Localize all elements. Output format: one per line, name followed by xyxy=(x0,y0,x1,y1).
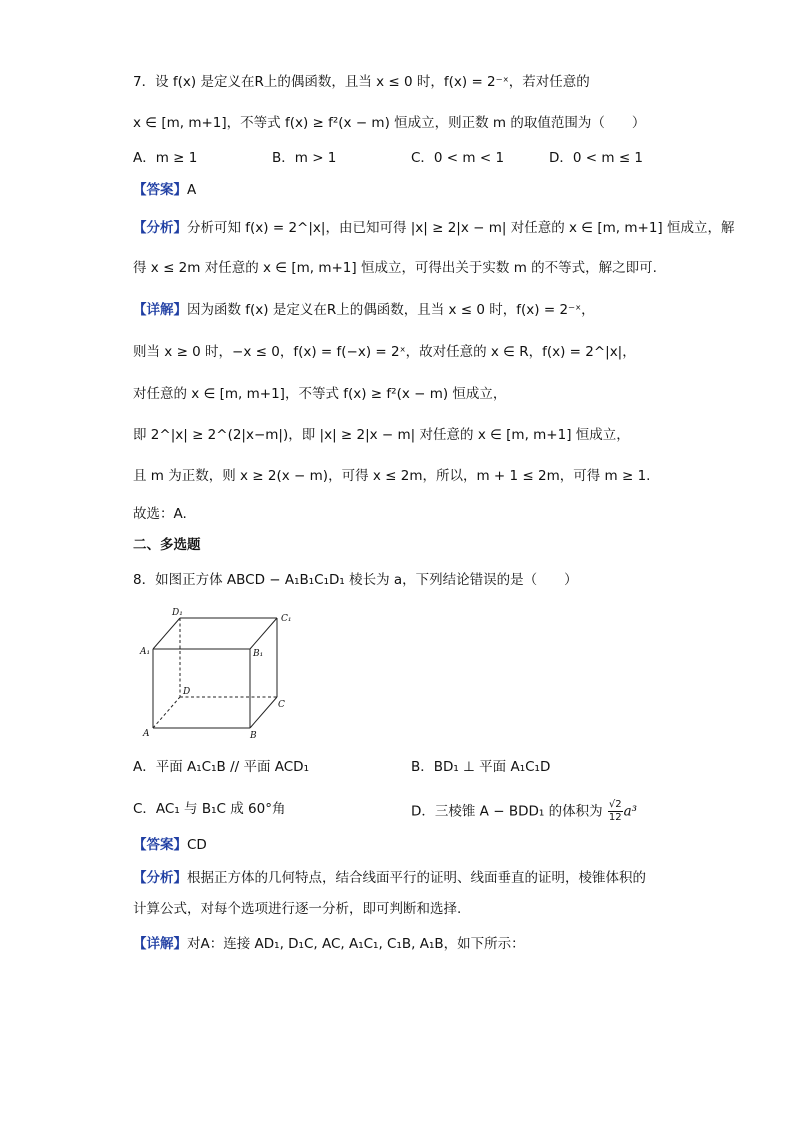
fraction-numerator: √2 xyxy=(608,799,622,810)
q8-detail-text1: 对A：连接 AD₁, D₁C, AC, A₁C₁, C₁B, A₁B，如下所示： xyxy=(187,936,525,952)
q7-analysis-line1 xyxy=(133,218,734,238)
detail-tag: 【详解】 xyxy=(133,936,187,952)
label-c1: C₁ xyxy=(281,614,292,624)
edge-b-c xyxy=(250,697,277,728)
q8-analysis-line1 xyxy=(133,868,646,888)
q7-stem-line1: 7．设 f(x) 是定义在R上的偶函数，且当 x ≤ 0 时，f(x) = 2⁻ˣ，若对任意的 xyxy=(133,74,590,90)
fraction-denominator: 12 xyxy=(608,812,622,823)
q7-detail-line1 xyxy=(133,300,595,320)
q7-detail-line3: 对任意的 x ∈ [m, m+1]，不等式 f(x) ≥ f²(x − m) 恒成立， xyxy=(133,386,507,402)
q7-detail-line2: 则当 x ≥ 0 时，−x ≤ 0，f(x) = f(−x) = 2ˣ，故对任意的 x ∈ R，f(x) = 2^|x|， xyxy=(133,344,636,360)
q8-stem: 8．如图正方体 ABCD − A₁B₁C₁D₁ 棱长为 a，下列结论错误的是（ ） xyxy=(133,572,578,588)
detail-tag: 【详解】 xyxy=(133,302,187,318)
q7-option-a: A．m ≥ 1 xyxy=(133,150,198,166)
volume-fraction xyxy=(608,799,623,824)
analysis-tag: 【分析】 xyxy=(133,220,187,236)
q7-analysis-text1: 分析可知 f(x) = 2^|x|，由已知可得 |x| ≥ 2|x − m| 对任意的 x ∈ [m, m+1] 恒成立，解 xyxy=(187,220,735,236)
answer-tag: 【答案】 xyxy=(133,182,187,198)
analysis-tag: 【分析】 xyxy=(133,870,187,886)
label-b: B xyxy=(250,731,257,740)
q8-analysis-line2: 计算公式，对每个选项进行逐一分析，即可判断和选择. xyxy=(133,901,462,917)
q8-option-d xyxy=(411,799,637,824)
q8-answer-line xyxy=(133,835,207,855)
label-a1: A₁ xyxy=(140,647,151,657)
label-d: D xyxy=(183,687,191,697)
edge-a1-d1 xyxy=(153,618,180,649)
q8-option-a: A．平面 A₁C₁B // 平面 ACD₁ xyxy=(133,759,309,775)
label-a: A xyxy=(143,729,150,739)
label-d1: D₁ xyxy=(172,608,183,618)
edge-a-d xyxy=(153,697,180,728)
q8-detail-line1 xyxy=(133,934,525,954)
q8-option-b: B．BD₁ ⊥ 平面 A₁C₁D xyxy=(411,759,551,775)
q7-detail-line4: 即 2^|x| ≥ 2^(2|x−m|)，即 |x| ≥ 2|x − m| 对任意的 x ∈ [m, m+1] 恒成立， xyxy=(133,427,630,443)
q7-answer: A xyxy=(187,182,197,198)
q7-option-b: B．m > 1 xyxy=(272,150,337,166)
q7-option-d: D．0 < m ≤ 1 xyxy=(549,150,644,166)
cube-figure xyxy=(138,604,298,740)
answer-tag: 【答案】 xyxy=(133,837,187,853)
q7-detail-text1: 因为函数 f(x) 是定义在R上的偶函数，且当 x ≤ 0 时，f(x) = 2⁻ˣ， xyxy=(187,302,595,318)
edge-b1-c1 xyxy=(250,618,277,649)
q8-analysis-text1: 根据正方体的几何特点，结合线面平行的证明、线面垂直的证明，棱锥体积的 xyxy=(187,870,646,886)
q7-conclusion: 故选：A. xyxy=(133,506,187,522)
q7-option-c: C．0 < m < 1 xyxy=(411,150,505,166)
q7-detail-line5: 且 m 为正数，则 x ≥ 2(x − m)，可得 x ≤ 2m，所以，m + 1 ≤ 2m，可得 m ≥ 1. xyxy=(133,468,651,484)
q8-answer: CD xyxy=(187,837,207,853)
label-c: C xyxy=(278,700,285,710)
q8-option-d-prefix: D．三棱锥 A − BDD₁ 的体积为 xyxy=(411,803,603,820)
label-b1: B₁ xyxy=(253,649,264,659)
q8-option-d-suffix: a³ xyxy=(623,803,638,820)
q7-stem-line2: x ∈ [m, m+1]，不等式 f(x) ≥ f²(x − m) 恒成立，则正数 m 的取值范围为（ ） xyxy=(133,115,646,131)
section-heading-multi-choice: 二、多选题 xyxy=(133,537,201,553)
q8-option-c: C．AC₁ 与 B₁C 成 60°角 xyxy=(133,801,286,817)
q7-analysis-line2: 得 x ≤ 2m 对任意的 x ∈ [m, m+1] 恒成立，可得出关于实数 m 的不等式，解之即可. xyxy=(133,260,657,276)
q7-answer-line xyxy=(133,180,196,200)
